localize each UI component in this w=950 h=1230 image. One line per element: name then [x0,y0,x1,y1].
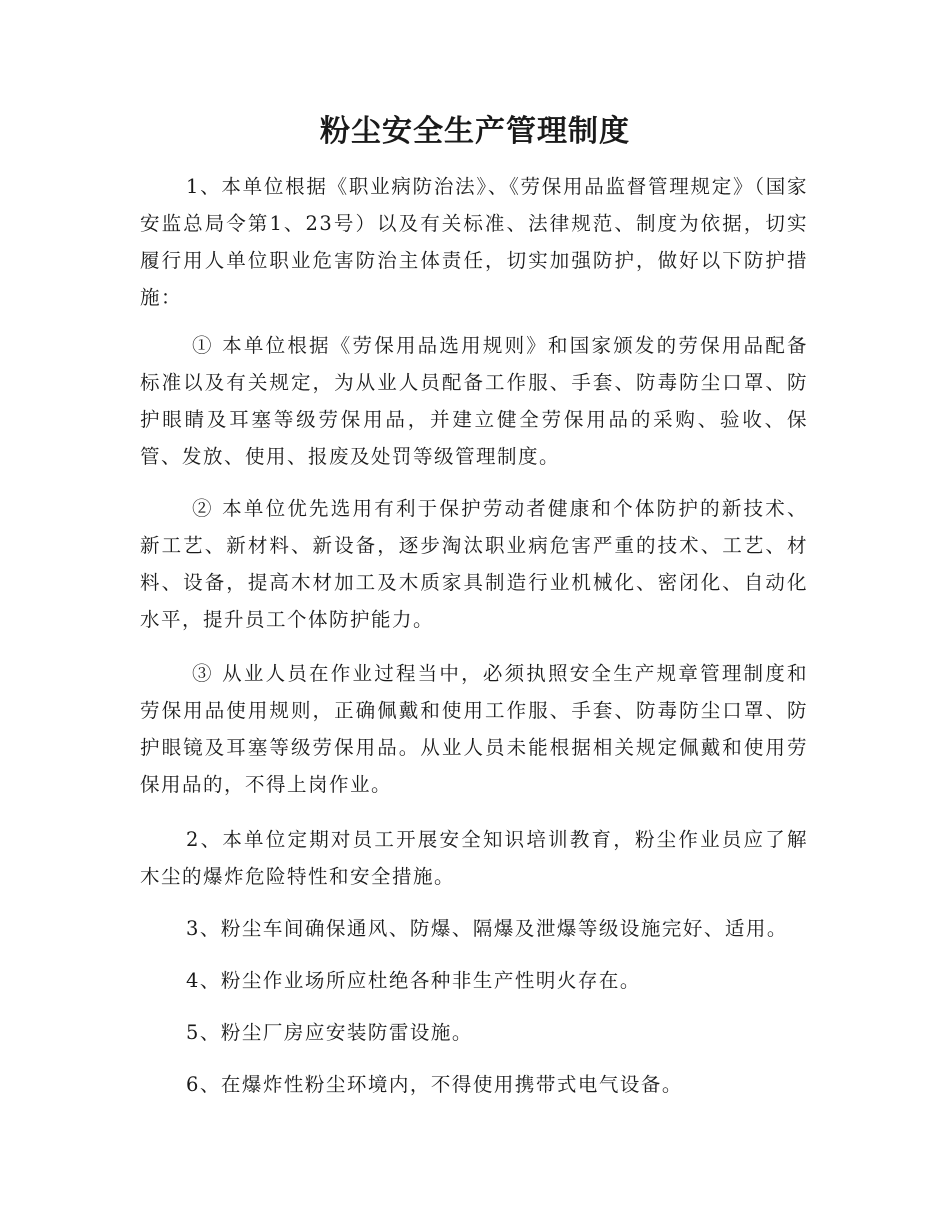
paragraph-1: 1、本单位根据《职业病防治法》、《劳保用品监督管理规定》（国家安监总局令第1、23号）以及有关标准、法律规范、制度为依据，切实履行用人单位职业危害防治主体责任，切实加强防护，做好以下防护措施： [140,175,808,309]
paragraph-2: 2、本单位定期对员工开展安全知识培训教育，粉尘作业员应了解木尘的爆炸危险特性和安全措施。 [140,828,808,888]
paragraph-3: 3、粉尘车间确保通风、防爆、隔爆及泄爆等级设施完好、适用。 [186,917,788,940]
paragraph-1-sub-1: ① 本单位根据《劳保用品选用规则》和国家颁发的劳保用品配备标准以及有关规定，为从业人员配备工作服、手套、防毒防尘口罩、防护眼睛及耳塞等级劳保用品，并建立健全劳保用品的采购、验收、保管、发放、使用、报废及处罚等级管理制度。 [140,334,808,468]
paragraph-5: 5、粉尘厂房应安装防雷设施。 [186,1021,473,1044]
paragraph-1-sub-2: ② 本单位优先选用有利于保护劳动者健康和个体防护的新技术、新工艺、新材料、新设备，逐步淘汰职业病危害严重的技术、工艺、材料、设备，提高木材加工及木质家具制造行业机械化、密闭化、自动化水平，提升员工个体防护能力。 [140,497,808,631]
paragraph-6: 6、在爆炸性粉尘环境内，不得使用携带式电气设备。 [186,1073,683,1096]
paragraph-4: 4、粉尘作业场所应杜绝各种非生产性明火存在。 [186,969,641,992]
document-title: 粉尘安全生产管理制度 [320,114,630,149]
paragraph-1-sub-3: ③ 从业人员在作业过程当中，必须执照安全生产规章管理制度和劳保用品使用规则，正确佩戴和使用工作服、手套、防毒防尘口罩、防护眼镜及耳塞等级劳保用品。从业人员未能根据相关规定佩戴和使用劳保用品的，不得上岗作业。 [140,662,808,796]
